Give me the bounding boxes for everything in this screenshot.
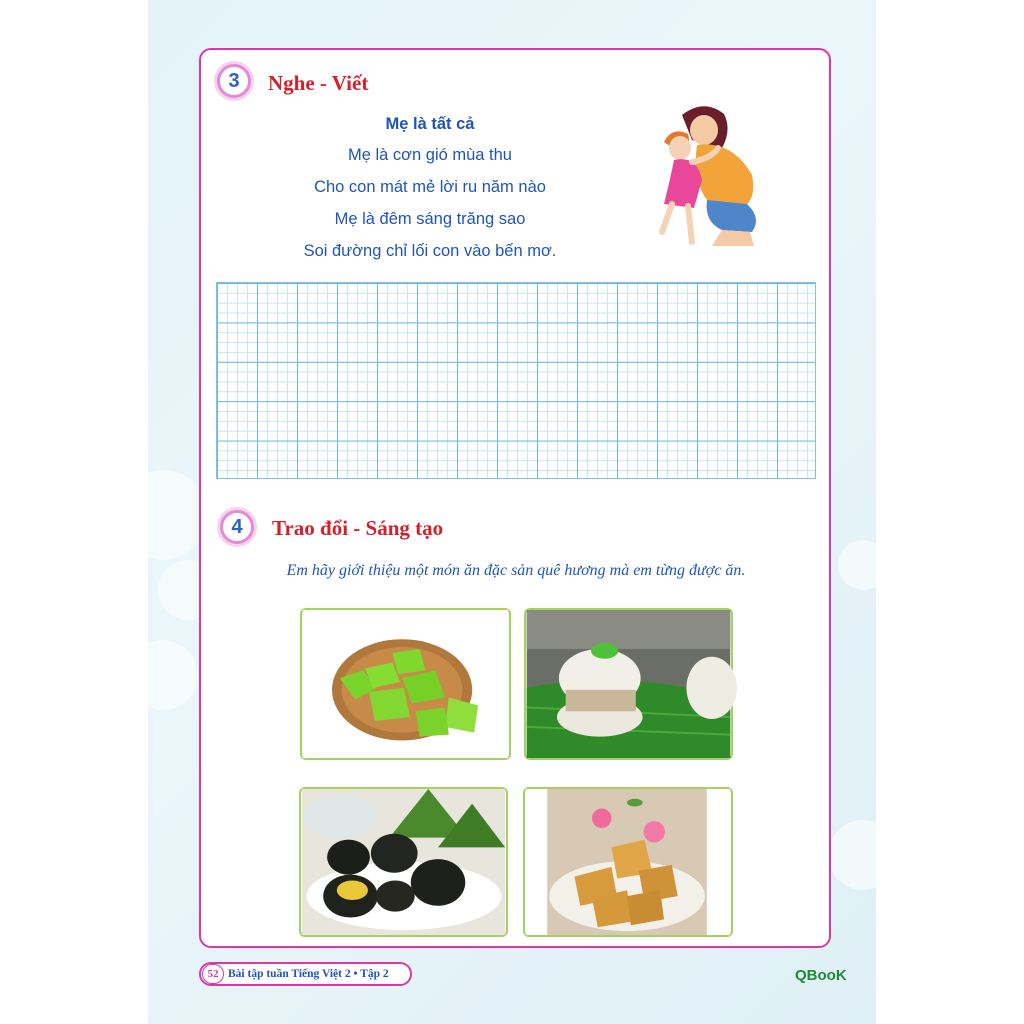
publisher-logo: [795, 958, 847, 988]
writing-grid[interactable]: [216, 282, 816, 479]
page-number: 52: [202, 964, 224, 984]
section-3-badge: 3: [217, 64, 251, 98]
food-photo-rice-cakes: [524, 608, 733, 760]
poem-line-4: Soi đường chỉ lối con vào bến mơ.: [303, 242, 557, 260]
mother-child-illustration: [652, 100, 768, 250]
food-photo-black-cakes: [299, 787, 508, 937]
poem-line-1: Mẹ là cơn gió mùa thu: [348, 146, 512, 164]
poem-line-2: Cho con mát mẻ lời ru năm nào: [314, 178, 546, 196]
section-4-title: Trao đổi - Sáng tạo: [272, 516, 444, 540]
section-3-title: Nghe - Viết: [268, 71, 369, 95]
book-title: Bài tập tuần Tiếng Việt 2 • Tập 2: [228, 968, 389, 980]
section-4-instruction: Em hãy giới thiệu một món ăn đặc sản quê hương mà em từng được ăn.: [286, 562, 746, 579]
food-photo-brown-cakes: [523, 787, 733, 937]
section-4-badge: 4: [220, 510, 254, 544]
food-photo-green-cakes: [300, 608, 511, 760]
poem-title: Mẹ là tất cả: [385, 115, 475, 133]
poem-line-3: Mẹ là đêm sáng trăng sao: [334, 210, 526, 228]
svg-text:QBooK: QBooK: [795, 967, 847, 984]
footer-book-label: [199, 962, 412, 986]
